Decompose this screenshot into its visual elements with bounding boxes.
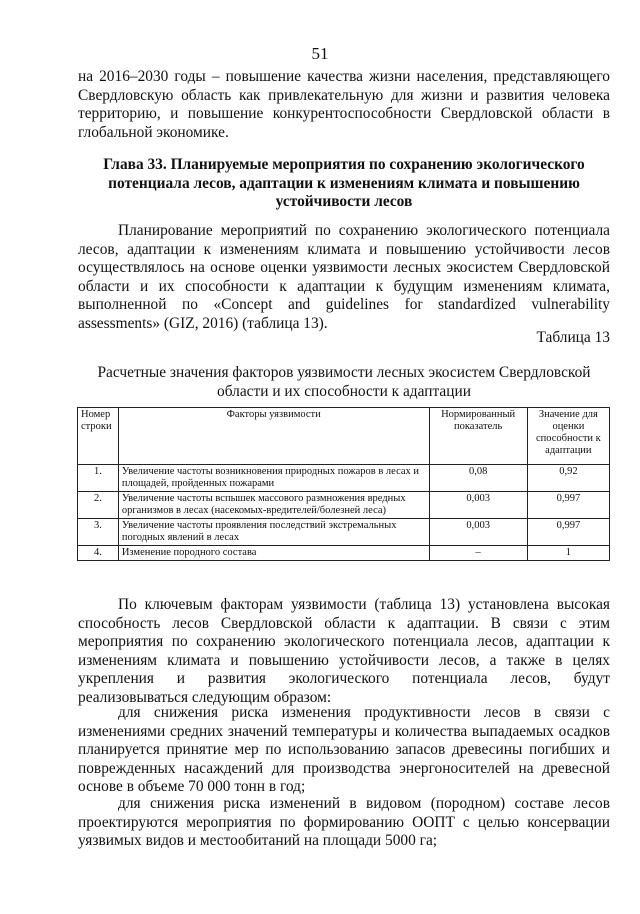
table-row	[78, 492, 610, 519]
row-normalized: 0,08	[429, 465, 527, 492]
row-factor: Увеличение частоты проявления последствий экстремальных погодных явлений в лесах	[118, 519, 429, 546]
row-num: 3.	[78, 519, 119, 546]
table-header-row	[78, 408, 610, 465]
table-row	[78, 546, 610, 561]
measure-2-paragraph: для снижения риска изменений в видовом (породном) составе лесов проектируются мероприятия по формированию ООПТ с целью консервации уязвимых видов и местообитаний на площади 5000 га;	[78, 795, 610, 849]
row-factor: Увеличение частоты вспышек массового размножения вредных организмов в лесах (насекомых-вредителей/болезней леса)	[118, 492, 429, 519]
row-normalized: –	[429, 546, 527, 561]
measure-1-paragraph: для снижения риска изменения продуктивности лесов в связи с изменениями средних значений температуры и количества выпадаемых осадков планируется принятие мер по использованию запасов древесины погибших и поврежденных насаждений для производства энергоносителей на древесной основе в объеме 70 000 тонн в год;	[78, 704, 610, 795]
row-normalized: 0,003	[429, 492, 527, 519]
row-num: 4.	[78, 546, 119, 561]
intro-paragraph: на 2016–2030 годы – повышение качества жизни населения, представляющего Свердловскую область как привлекательную для жизни и развития человека территорию, и повышение конкурентоспособности Свердловской области в глобальной экономике.	[78, 68, 610, 141]
chapter-heading: Глава 33. Планируемые мероприятия по сохранению экологического потенциала лесов, адаптации к изменениям климата и повышению устойчивости лесов	[103, 156, 585, 210]
row-num: 2.	[78, 492, 119, 519]
header-num: Номер строки	[78, 408, 119, 465]
header-normalized: Нормированный показатель	[429, 408, 527, 465]
row-normalized: 0,003	[429, 519, 527, 546]
table-row	[78, 465, 610, 492]
page-number: 51	[311, 44, 329, 63]
table-row	[78, 519, 610, 546]
row-value: 0,997	[527, 492, 609, 519]
row-value: 0,92	[527, 465, 609, 492]
planning-paragraph: Планирование мероприятий по сохранению экологического потенциала лесов, адаптации к изменениям климата и повышению устойчивости лесов осуществлялось на основе оценки уязвимости лесных экосистем Свердловской области и их способности к адаптации к будущим изменениям климата, выполненной по «Concept and guidelines for standardized vulnerability assessments» (GIZ, 2016) (таблица 13).	[78, 222, 610, 332]
row-factor: Увеличение частоты возникновения природных пожаров в лесах и площадей, пройденных пожарами	[118, 465, 429, 492]
row-value: 0,997	[527, 519, 609, 546]
row-factor: Изменение породного состава	[118, 546, 429, 561]
row-num: 1.	[78, 465, 119, 492]
row-value: 1	[527, 546, 609, 561]
header-factor: Факторы уязвимости	[118, 408, 429, 465]
header-value: Значение для оценки способности к адаптации	[527, 408, 609, 465]
vulnerability-table	[77, 407, 610, 561]
key-factors-paragraph: По ключевым факторам уязвимости (таблица 13) установлена высокая способность лесов Свердловской области к адаптации. В связи с этим мероприятия по сохранению экологического потенциала лесов, адаптации к изменениям климата и повышению устойчивости лесов, а также в целях укрепления и развития экологического потенциала лесов, будут реализовываться следующим образом:	[78, 596, 610, 706]
table-title: Расчетные значения факторов уязвимости лесных экосистем Свердловской области и их способности к адаптации	[97, 364, 591, 400]
table-label: Таблица 13	[536, 329, 610, 346]
